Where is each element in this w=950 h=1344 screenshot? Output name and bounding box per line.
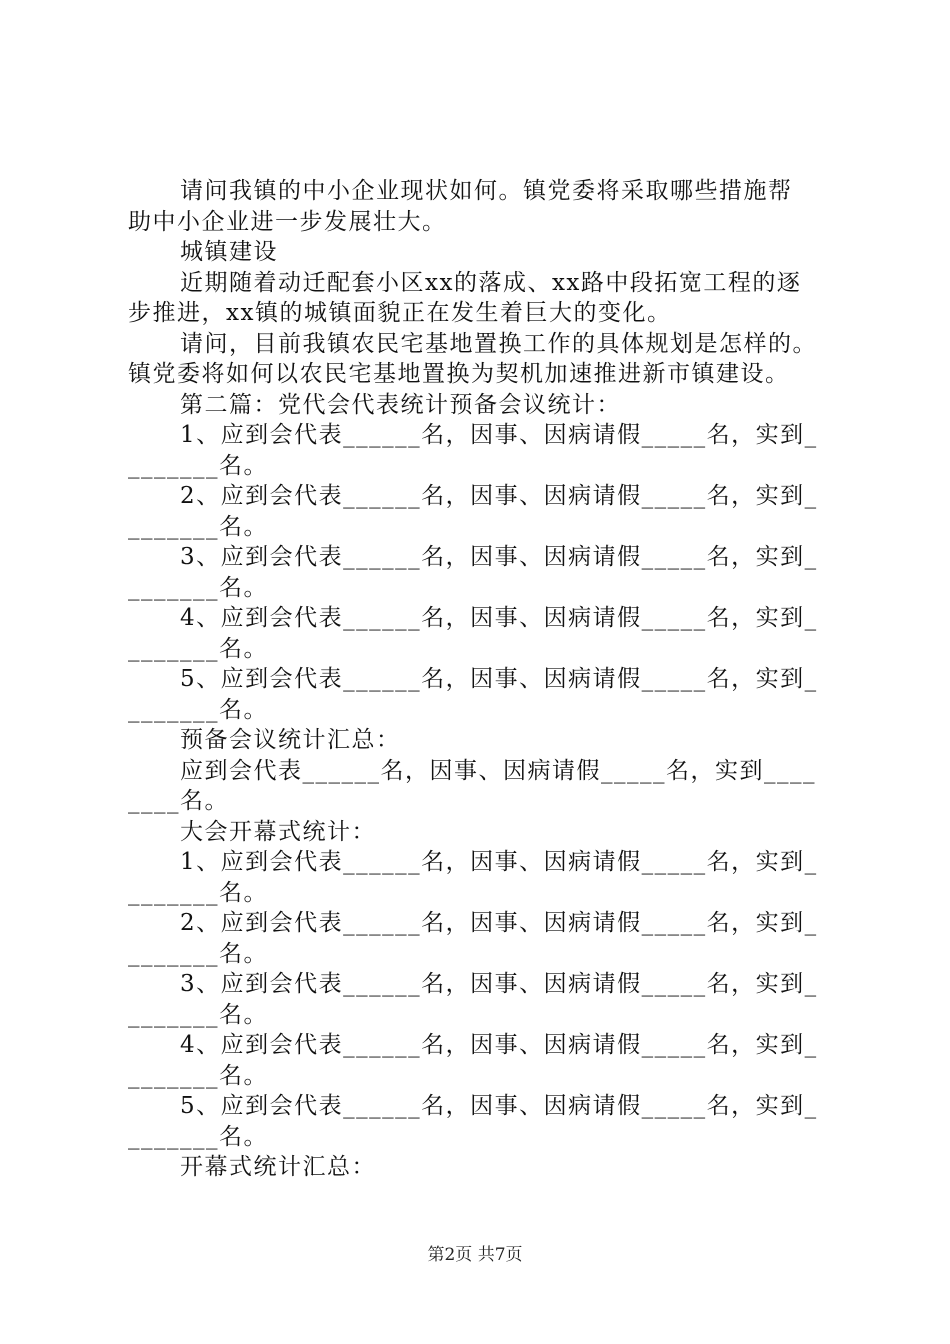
text-line: _______名。 bbox=[128, 513, 268, 540]
page-footer: 第2页 共7页 bbox=[427, 1245, 523, 1265]
text-line: 5、应到会代表______名，因事、因病请假_____名，实到_ bbox=[180, 666, 818, 692]
text-line: _______名。 bbox=[128, 1123, 268, 1150]
text-line: 5、应到会代表______名，因事、因病请假_____名，实到_ bbox=[180, 1093, 818, 1119]
text-line: 应到会代表______名，因事、因病请假_____名，实到____ bbox=[180, 757, 816, 784]
text-line: 大会开幕式统计： bbox=[180, 818, 376, 845]
text-line: 请问，目前我镇农民宅基地置换工作的具体规划是怎样的。 bbox=[180, 330, 817, 357]
text-line: 请问我镇的中小企业现状如何。镇党委将采取哪些措施帮 bbox=[180, 178, 793, 204]
text-line: 1、应到会代表______名，因事、因病请假_____名，实到_ bbox=[180, 849, 818, 875]
text-line: _______名。 bbox=[128, 452, 268, 479]
text-line: 近期随着动迁配套小区xx的落成、xx路中段拓宽工程的逐 bbox=[180, 269, 802, 296]
text-line: 4、应到会代表______名，因事、因病请假_____名，实到_ bbox=[180, 1032, 818, 1058]
text-line: _______名。 bbox=[128, 574, 268, 601]
text-line: _______名。 bbox=[128, 940, 268, 967]
text-line: 第二篇：党代会代表统计预备会议统计： bbox=[180, 391, 621, 418]
text-line: _______名。 bbox=[128, 879, 268, 906]
text-line: 镇党委将如何以农民宅基地置换为契机加速推进新市镇建设。 bbox=[128, 361, 790, 387]
text-line: ____名。 bbox=[128, 788, 229, 814]
text-line: 1、应到会代表______名，因事、因病请假_____名，实到_ bbox=[180, 422, 818, 448]
text-line: _______名。 bbox=[128, 1001, 268, 1028]
text-line: 城镇建设 bbox=[180, 239, 278, 265]
text-line: 4、应到会代表______名，因事、因病请假_____名，实到_ bbox=[180, 605, 818, 631]
text-line: 2、应到会代表______名，因事、因病请假_____名，实到_ bbox=[180, 483, 818, 509]
text-line: 开幕式统计汇总： bbox=[180, 1154, 376, 1180]
text-line: 步推进，xx镇的城镇面貌正在发生着巨大的变化。 bbox=[128, 300, 672, 326]
text-line: 助中小企业进一步发展壮大。 bbox=[128, 208, 447, 235]
document-body bbox=[128, 176, 848, 1183]
text-line: _______名。 bbox=[128, 635, 268, 662]
text-line: 2、应到会代表______名，因事、因病请假_____名，实到_ bbox=[180, 910, 818, 936]
text-line: 预备会议统计汇总： bbox=[180, 727, 401, 753]
text-line: 3、应到会代表______名，因事、因病请假_____名，实到_ bbox=[180, 971, 818, 997]
text-line: 3、应到会代表______名，因事、因病请假_____名，实到_ bbox=[180, 544, 818, 570]
text-line: _______名。 bbox=[128, 696, 268, 723]
text-line: _______名。 bbox=[128, 1062, 268, 1089]
